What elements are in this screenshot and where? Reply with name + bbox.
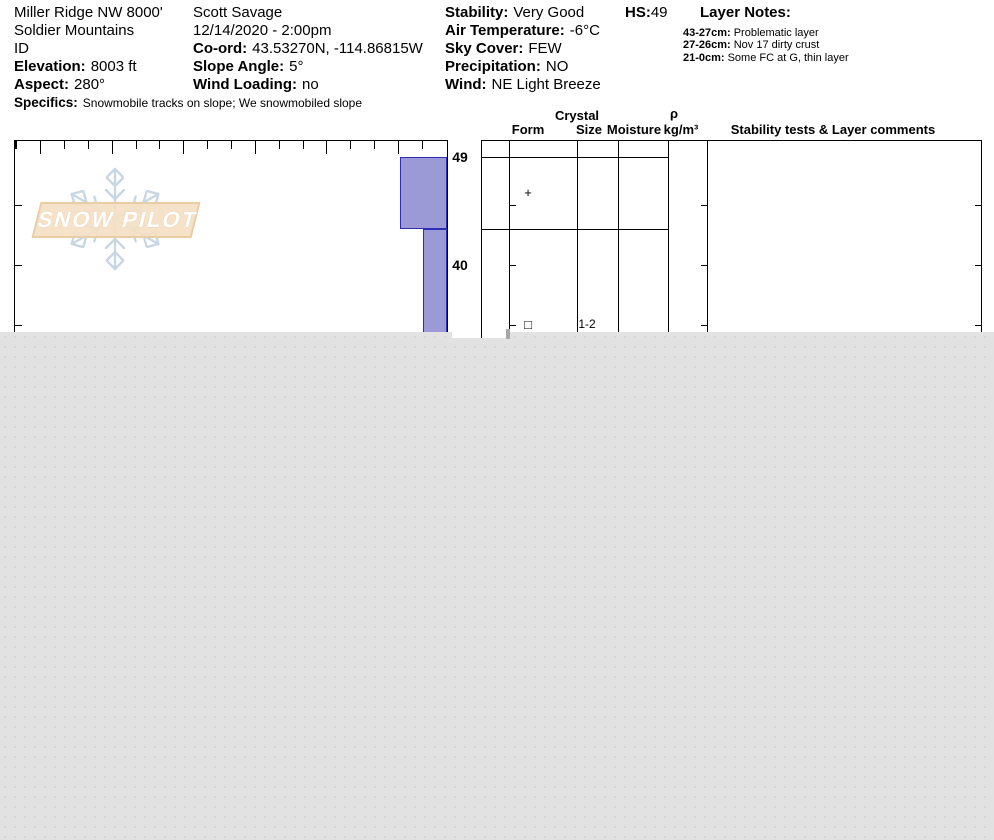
table-depth-tick xyxy=(975,265,981,266)
depth-tick-left xyxy=(15,325,22,326)
hardness-minor-tick xyxy=(136,141,137,149)
table-depth-tick xyxy=(701,205,707,206)
layer-notes-block xyxy=(683,4,849,64)
hardness-minor-tick xyxy=(422,141,423,149)
air-temp-label: Air Temperature: xyxy=(445,22,565,39)
table-depth-tick xyxy=(701,265,707,266)
canvas-background xyxy=(0,332,994,840)
layer-notes-title: Layer Notes: xyxy=(700,4,791,21)
col-header-stability-tests: Stability tests & Layer comments xyxy=(730,122,936,137)
table-depth-tick xyxy=(975,205,981,206)
table-column-border xyxy=(707,140,708,336)
elevation-value: 8003 ft xyxy=(90,58,137,75)
table-depth-tick xyxy=(510,265,516,266)
wind-value: NE Light Breeze xyxy=(491,76,601,93)
hs-value: 49 xyxy=(650,4,668,21)
snowpilot-logo-text: SNOW PILOT xyxy=(35,207,201,232)
depth-tick-left xyxy=(15,205,22,206)
stability-row xyxy=(445,4,601,22)
pit-title: Miller Ridge NW 8000' xyxy=(14,4,163,21)
hardness-minor-tick xyxy=(303,141,304,149)
air-temp-value: -6°C xyxy=(569,22,600,39)
sky-cover-value: FEW xyxy=(528,40,562,57)
layer-note: 27-26cm: Nov 17 dirty crust xyxy=(683,39,820,52)
hardness-minor-tick xyxy=(88,141,89,149)
col-header-rho-units: kg/m³ xyxy=(663,122,699,137)
table-column-border xyxy=(981,140,982,336)
hardness-minor-tick xyxy=(350,141,351,149)
table-top-border xyxy=(481,140,982,141)
wind-loading-label: Wind Loading: xyxy=(193,76,298,93)
depth-label: 49 xyxy=(452,149,468,165)
hardness-major-tick xyxy=(40,141,41,154)
hardness-major-tick xyxy=(112,141,113,154)
coord-row xyxy=(193,40,423,58)
snowpilot-logo-banner xyxy=(32,202,201,238)
table-depth-tick xyxy=(510,205,516,206)
hardness-major-tick xyxy=(255,141,256,154)
layer-note: 43-27cm: Problematic layer xyxy=(683,27,819,39)
observer-name: Scott Savage xyxy=(193,4,283,21)
hardness-major-tick xyxy=(398,141,399,154)
hardness-bar-layer-1 xyxy=(400,157,447,229)
sky-cover-label: Sky Cover: xyxy=(445,40,524,57)
slope-angle-label: Slope Angle: xyxy=(193,58,285,75)
specifics-label: Specifics: xyxy=(14,95,78,110)
hardness-minor-tick xyxy=(64,141,65,149)
stability-label: Stability: xyxy=(445,4,509,21)
coord-label: Co-ord: xyxy=(193,40,248,57)
col-header-crystal: Crystal xyxy=(554,108,600,123)
chart-corner-tick xyxy=(14,140,17,149)
table-depth-tick xyxy=(975,325,981,326)
hardness-major-tick xyxy=(326,141,327,154)
conditions-column xyxy=(445,4,601,94)
air-temp-row xyxy=(445,22,601,40)
col-header-size: Size xyxy=(575,122,602,137)
table-border-fragment xyxy=(481,332,482,338)
hardness-minor-tick xyxy=(374,141,375,149)
slope-angle-value: 5° xyxy=(289,58,304,75)
grain-form-symbol: □ xyxy=(524,317,532,332)
table-column-border xyxy=(618,140,619,336)
grain-form-symbol: + xyxy=(524,185,532,200)
precip-value: NO xyxy=(545,58,569,75)
mountain-range: Soldier Mountains xyxy=(14,22,135,39)
elevation-label: Elevation: xyxy=(14,58,86,75)
hardness-minor-tick xyxy=(279,141,280,149)
hardness-minor-tick xyxy=(231,141,232,149)
depth-label: 40 xyxy=(452,257,468,273)
precip-label: Precipitation: xyxy=(445,58,541,75)
slope-angle-row xyxy=(193,58,423,76)
depth-tick-left xyxy=(15,265,22,266)
aspect-label: Aspect: xyxy=(14,76,70,93)
observation-datetime: 12/14/2020 - 2:00pm xyxy=(193,22,332,39)
table-column-border xyxy=(668,140,669,336)
layer-note: 21-0cm: Some FC at G, thin layer xyxy=(683,51,849,64)
table-column-border xyxy=(577,140,578,336)
observation-info-column xyxy=(193,4,423,94)
wind-row xyxy=(445,76,601,94)
precip-row xyxy=(445,58,601,76)
hardness-minor-tick xyxy=(159,141,160,149)
hardness-minor-tick xyxy=(207,141,208,149)
layer-notes-entries xyxy=(683,27,849,64)
wind-loading-value: no xyxy=(302,76,319,93)
table-column-border xyxy=(481,140,482,336)
snow-height-block xyxy=(625,4,668,22)
layer-boundary-line xyxy=(481,157,669,158)
aspect-value: 280° xyxy=(74,76,106,93)
wind-label: Wind: xyxy=(445,76,487,93)
chart-left-border xyxy=(14,140,15,336)
chart-right-border xyxy=(447,140,448,336)
page-edge-notch xyxy=(452,332,507,338)
state: ID xyxy=(14,40,29,57)
col-header-form: Form xyxy=(511,122,545,137)
table-column-border xyxy=(509,140,510,336)
wind-loading-row xyxy=(193,76,423,94)
table-depth-tick xyxy=(701,325,707,326)
col-header-moisture: Moisture xyxy=(606,122,662,137)
hardness-major-tick xyxy=(183,141,184,154)
specifics-value: Snowmobile tracks on slope; We snowmobiled slope xyxy=(82,96,363,110)
layer-boundary-line xyxy=(481,229,669,230)
sky-cover-row xyxy=(445,40,601,58)
stability-value: Very Good xyxy=(513,4,585,21)
coord-value: 43.53270N, -114.86815W xyxy=(252,40,423,57)
specifics-row xyxy=(14,94,362,112)
window-edge-artifact xyxy=(506,329,510,339)
grain-size-value: 1-2 xyxy=(578,317,596,331)
col-header-rho: ρ xyxy=(669,106,679,121)
hs-label: HS: xyxy=(625,4,651,21)
